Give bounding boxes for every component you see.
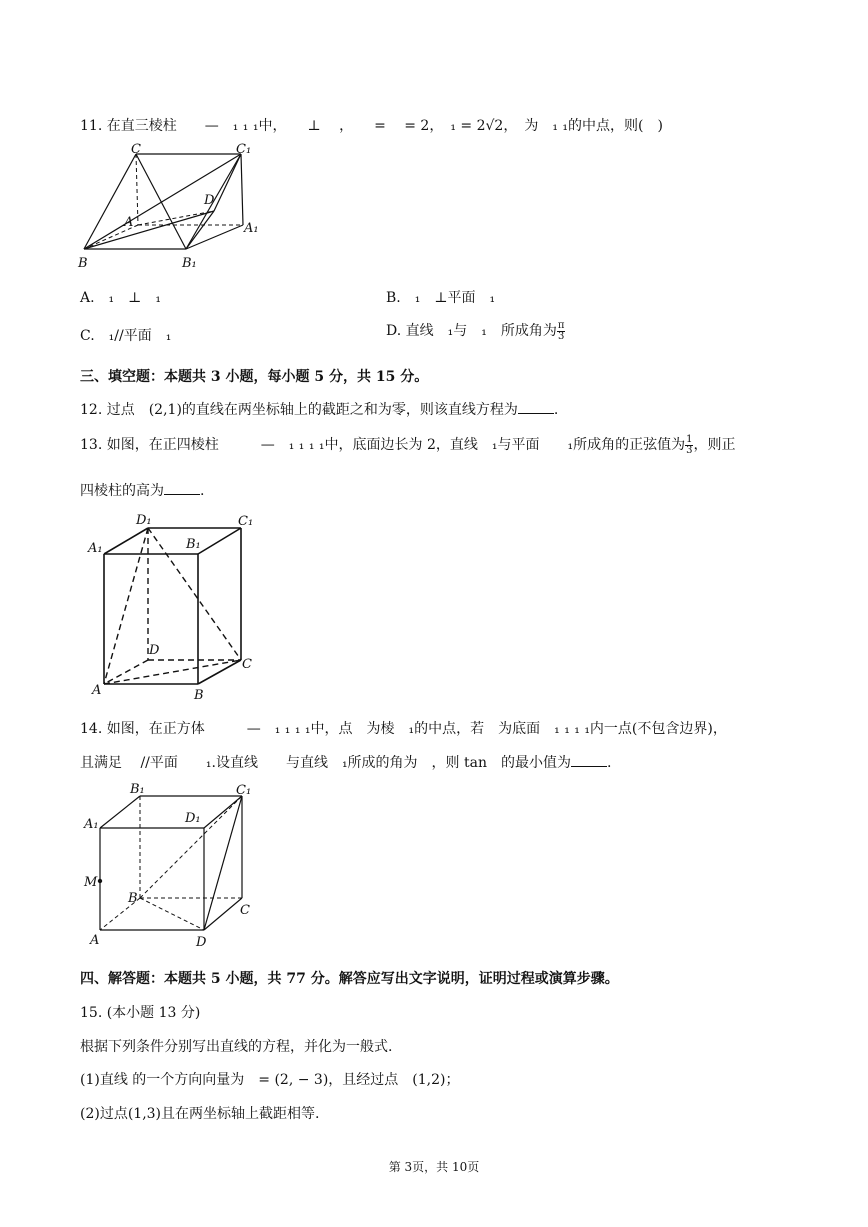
svg-text:B: B: [194, 688, 204, 702]
svg-text:B: B: [128, 891, 138, 906]
q14-cube-figure: [82, 780, 262, 950]
q11-option-d-text: D. 直线 ₁与 ₁ 所成角为: [386, 323, 557, 339]
svg-text:B₁: B₁: [182, 256, 197, 268]
q15-part-2: (2)过点(1,3)且在两坐标轴上截距相等.: [80, 1106, 320, 1122]
svg-text:A₁: A₁: [88, 541, 103, 556]
q13-line-1: [80, 434, 735, 456]
q11-prism-figure: [76, 143, 276, 268]
q14-line-1: 14. 如图，在正方体 — ₁ ₁ ₁ ₁中，点 为棱 ₁的中点，若 为底面 ₁ ₁ ₁ ₁内一点(不包含边界)，: [80, 721, 727, 737]
q12-period: .: [553, 402, 559, 418]
fraction-numerator: π: [557, 319, 565, 331]
answer-blank: [164, 482, 200, 495]
svg-text:D: D: [149, 643, 160, 658]
q15-part-1: (1)直线 的一个方向向量为 = (2, − 3)，且经过点 (1,2)；: [80, 1072, 460, 1088]
answer-blank: [518, 401, 554, 414]
svg-text:C: C: [242, 657, 252, 672]
q12-text: [80, 399, 558, 419]
svg-text:A: A: [90, 933, 100, 948]
svg-text:D₁: D₁: [185, 811, 201, 826]
q11-option-c: C. ₁//平面 ₁: [80, 328, 172, 344]
svg-text:D: D: [204, 193, 215, 208]
q13-period: .: [200, 483, 205, 499]
q14-period: .: [607, 755, 612, 771]
q13-stem-suffix: ，则正: [693, 437, 736, 453]
svg-text:C₁: C₁: [238, 514, 254, 529]
svg-text:B₁: B₁: [186, 537, 201, 552]
section-4-heading: 四、解答题：本题共 5 小题，共 77 分。解答应写出文字说明，证明过程或演算步骤。: [80, 971, 619, 987]
q13-stem: 13. 如图，在正四棱柱 — ₁ ₁ ₁ ₁中，底面边长为 2，直线 ₁与平面 ₁所成角的正弦值为: [80, 437, 686, 453]
q13-prism-figure: [86, 512, 266, 702]
svg-text:C₁: C₁: [236, 783, 252, 798]
svg-text:C₁: C₁: [236, 143, 252, 157]
q11-option-d-fraction: [557, 321, 566, 342]
svg-text:D: D: [196, 935, 207, 950]
q14-line-2-text: 且满足 //平面 ₁.设直线 与直线 ₁所成的角为 ，则 tan 的最小值为: [80, 755, 571, 771]
q11-option-a: A. ₁ ⊥ ₁: [80, 290, 161, 306]
fraction-numerator: 1: [686, 433, 693, 445]
q15-title: 15. (本小题 13 分): [80, 1005, 201, 1021]
answer-blank: [571, 754, 607, 767]
fraction-denominator: 3: [686, 444, 693, 456]
svg-text:A₁: A₁: [84, 817, 99, 832]
q14-line-2: [80, 752, 611, 772]
svg-text:B₁: B₁: [130, 782, 145, 797]
q11-option-d: [386, 320, 565, 342]
q12-stem: 12. 过点 (2,1)的直线在两坐标轴上的截距之和为零，则该直线方程为: [80, 402, 518, 418]
svg-text:A: A: [124, 215, 134, 230]
svg-text:M: M: [84, 875, 98, 890]
q15-intro: 根据下列条件分别写出直线的方程，并化为一般式.: [80, 1039, 393, 1055]
q11-option-b: B. ₁ ⊥平面 ₁: [386, 290, 496, 306]
svg-text:C: C: [131, 143, 141, 157]
q13-line-2: [80, 480, 204, 500]
q13-line-2-text: 四棱柱的高为: [80, 483, 164, 499]
svg-text:C: C: [240, 903, 250, 918]
page-footer: 第 3页，共 10页: [388, 1160, 480, 1174]
section-3-heading: 三、填空题：本题共 3 小题，每小题 5 分，共 15 分。: [80, 369, 429, 385]
fraction-denominator: 3: [557, 330, 565, 342]
q11-stem: 11. 在直三棱柱 — ₁ ₁ ₁中， ⊥ ， = = 2， ₁ = 2√2， 为 ₁ ₁的中点，则( ): [80, 118, 663, 134]
svg-text:A₁: A₁: [244, 221, 259, 236]
svg-text:A: A: [92, 683, 102, 698]
svg-text:D₁: D₁: [136, 513, 152, 528]
svg-text:B: B: [78, 256, 88, 268]
